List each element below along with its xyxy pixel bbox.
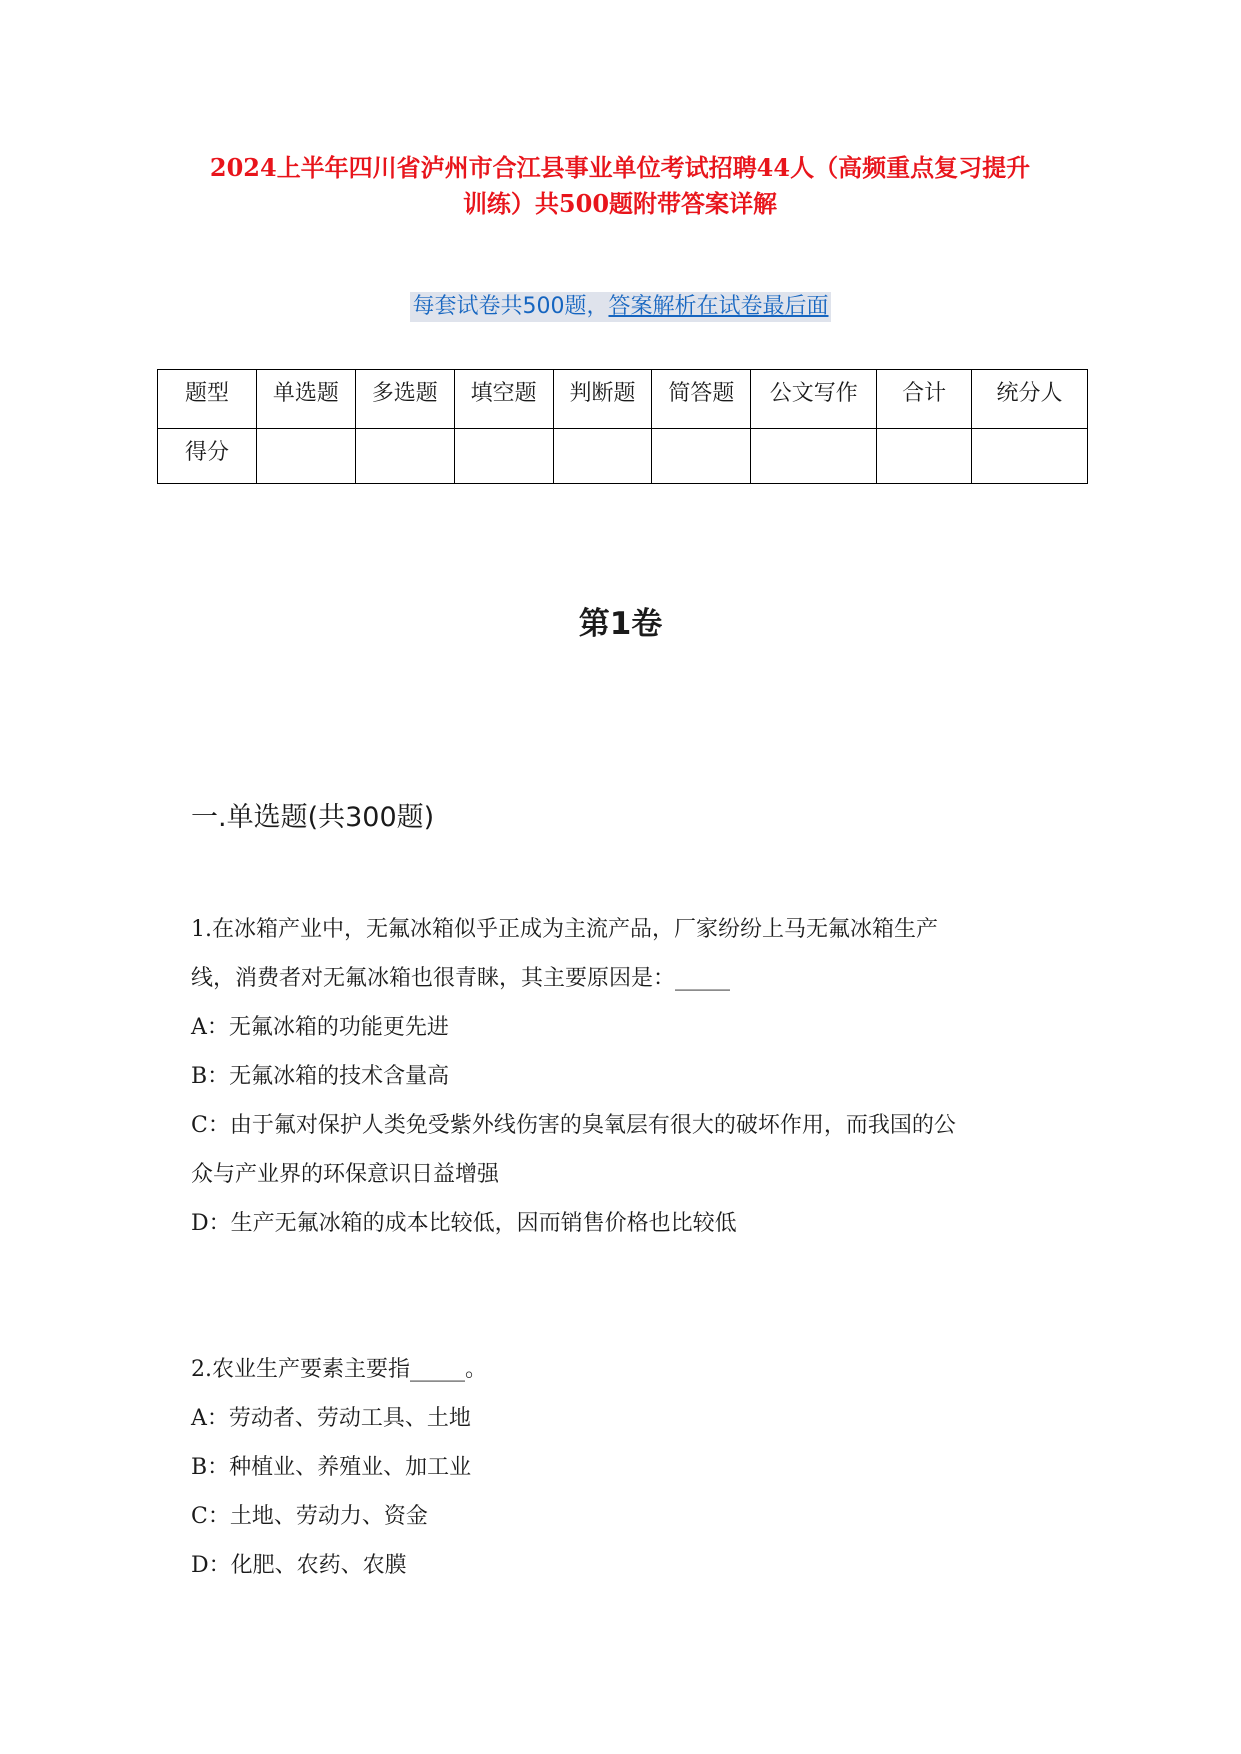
subtitle-part-2: 答案解析在试卷最后面	[608, 294, 829, 319]
header-cell: 简答题	[652, 370, 751, 429]
subtitle-part-1: 每套试卷共500题，	[412, 294, 609, 319]
option-c: C：土地、劳动力、资金	[191, 1504, 428, 1529]
score-row-label: 得分	[158, 429, 257, 484]
title-line-1: 2024上半年四川省泸州市合江县事业单位考试招聘44人（高频重点复习提升	[209, 153, 1031, 182]
question-stem: 1.在冰箱产业中，无氟冰箱似乎正成为主流产品，厂家纷纷上马无氟冰箱生产	[191, 917, 938, 942]
header-cell: 多选题	[355, 370, 454, 429]
volume-title: 第1卷	[578, 606, 663, 642]
section-title: 一.单选题(共300题)	[191, 802, 435, 833]
header-cell: 公文写作	[751, 370, 877, 429]
score-cell[interactable]	[877, 429, 972, 484]
question-2	[191, 1345, 1061, 1590]
subtitle-wrap	[0, 292, 1241, 322]
document-title	[170, 150, 1070, 222]
score-cell[interactable]	[553, 429, 652, 484]
option-b: B：种植业、养殖业、加工业	[191, 1455, 472, 1480]
score-cell[interactable]	[256, 429, 355, 484]
header-cell: 单选题	[256, 370, 355, 429]
option-c-continued: 众与产业界的环保意识日益增强	[191, 1162, 500, 1187]
score-cell[interactable]	[454, 429, 553, 484]
score-cell[interactable]	[972, 429, 1088, 484]
score-table-score-row	[158, 429, 1088, 484]
score-table-header-row	[158, 370, 1088, 429]
header-cell: 填空题	[454, 370, 553, 429]
score-table	[157, 369, 1088, 484]
option-c: C：由于氟对保护人类免受紫外线伤害的臭氧层有很大的破坏作用，而我国的公	[191, 1113, 956, 1138]
question-1	[191, 905, 1061, 1248]
option-a: A：劳动者、劳动工具、土地	[191, 1406, 471, 1431]
option-a: A：无氟冰箱的功能更先进	[191, 1015, 449, 1040]
score-cell[interactable]	[751, 429, 877, 484]
question-stem: 线，消费者对无氟冰箱也很青睐，其主要原因是：_____	[191, 966, 731, 991]
header-cell: 题型	[158, 370, 257, 429]
header-cell: 判断题	[553, 370, 652, 429]
question-stem: 2.农业生产要素主要指_____。	[191, 1357, 487, 1382]
header-cell: 合计	[877, 370, 972, 429]
option-d: D：化肥、农药、农膜	[191, 1553, 407, 1578]
header-cell: 统分人	[972, 370, 1088, 429]
subtitle	[410, 292, 830, 322]
title-line-2: 训练）共500题附带答案详解	[462, 189, 778, 218]
score-cell[interactable]	[652, 429, 751, 484]
option-b: B：无氟冰箱的技术含量高	[191, 1064, 450, 1089]
score-cell[interactable]	[355, 429, 454, 484]
option-d: D：生产无氟冰箱的成本比较低，因而销售价格也比较低	[191, 1211, 737, 1236]
